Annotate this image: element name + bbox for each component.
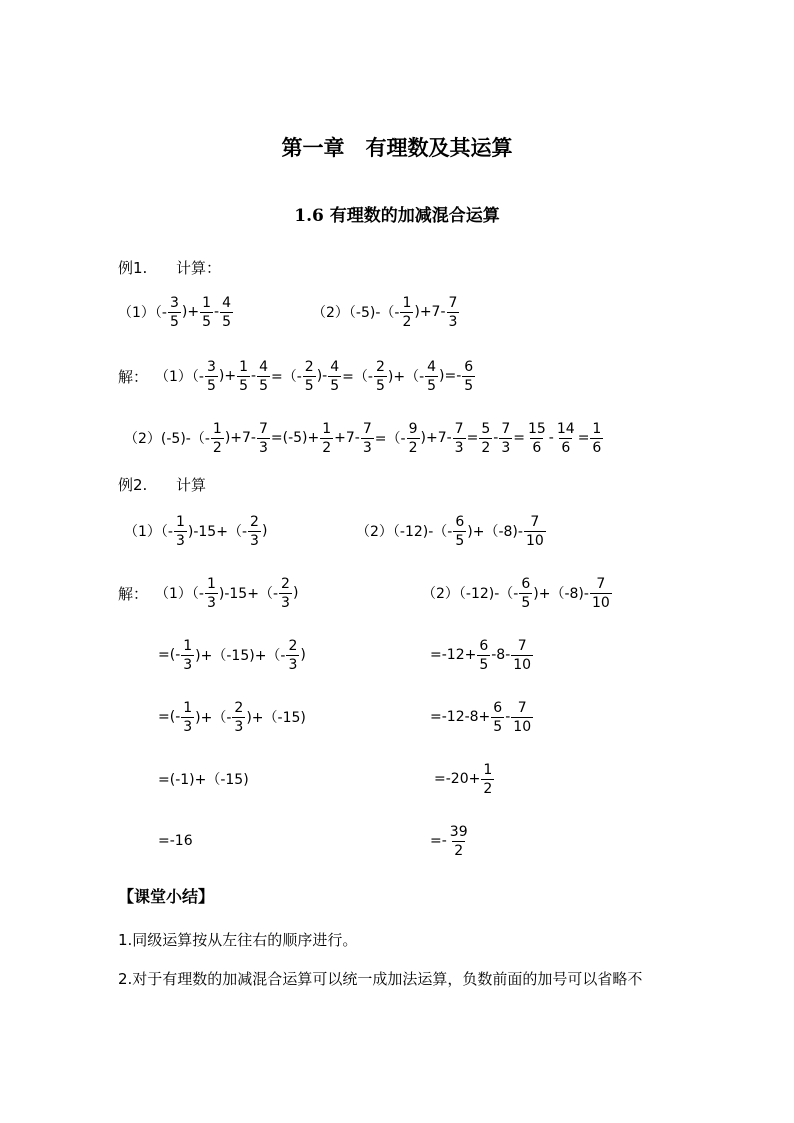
solution2-right-step-5 — [430, 811, 471, 871]
example1-label: 例1. — [118, 259, 148, 277]
math-text: ) — [261, 523, 268, 539]
fraction-denominator: 2 — [483, 780, 493, 797]
fraction-numerator: 3 — [206, 358, 216, 375]
fraction — [257, 420, 270, 457]
fraction-numerator: 7 — [517, 699, 527, 716]
fraction-numerator: 1 — [212, 420, 222, 437]
fraction — [220, 294, 233, 331]
fraction-denominator: 3 — [234, 718, 244, 735]
fraction-denominator: 5 — [259, 377, 268, 394]
solution2-label: 解： — [118, 585, 149, 603]
fraction-numerator: 5 — [481, 420, 491, 437]
fraction-numerator: 3 — [169, 294, 179, 311]
solution1-label: 解： — [118, 368, 149, 386]
fraction-denominator: 5 — [493, 718, 503, 735]
math-text: =-12-8+ — [430, 709, 491, 725]
fraction-denominator: 3 — [183, 656, 193, 673]
solution2-right-step-1 — [422, 563, 613, 623]
fraction-denominator: 2 — [322, 439, 332, 456]
fraction-numerator: 7 — [362, 420, 372, 437]
fraction-numerator: 7 — [501, 420, 511, 437]
fraction-denominator: 3 — [183, 718, 193, 735]
math-text: =(- — [158, 647, 181, 663]
math-text: （1）（- — [124, 524, 173, 540]
fraction — [374, 358, 387, 395]
fraction-denominator: 3 — [362, 439, 372, 456]
math-text: =（- — [374, 431, 406, 447]
fraction — [511, 637, 533, 674]
fraction-numerator: 1 — [592, 420, 602, 437]
fraction-numerator: 1 — [206, 575, 216, 592]
math-text: =-16 — [158, 833, 193, 849]
fraction — [248, 513, 261, 550]
solution2-left-step-5 — [158, 811, 193, 871]
fraction-numerator: 6 — [493, 699, 503, 716]
fraction-numerator: 15 — [527, 420, 546, 437]
fraction — [511, 699, 533, 736]
fraction-denominator: 5 — [521, 594, 531, 611]
fraction — [590, 420, 603, 457]
solution2-left-step-1 — [155, 563, 298, 623]
fraction-denominator: 5 — [239, 377, 249, 394]
fraction — [519, 575, 532, 612]
fraction-denominator: 2 — [408, 439, 418, 456]
math-text: = — [513, 430, 525, 446]
fraction — [400, 294, 413, 331]
fraction-numerator: 1 — [175, 513, 185, 530]
fraction-denominator: 5 — [222, 313, 231, 330]
math-text: )+ — [181, 304, 200, 320]
fraction-numerator: 2 — [288, 637, 298, 654]
fraction-numerator: 6 — [464, 358, 474, 375]
math-text: （2）(-5)-（- — [124, 431, 210, 447]
math-text: =-12+ — [430, 647, 477, 663]
fraction-denominator: 3 — [454, 439, 464, 456]
fraction-denominator: 5 — [304, 377, 314, 394]
solution2-right-step-3 — [430, 687, 534, 747]
fraction-numerator: 7 — [258, 420, 268, 437]
fraction — [407, 420, 420, 457]
math-text: )+（-8)- — [467, 524, 523, 540]
math-text: )+（- — [195, 710, 232, 726]
math-text: =-20+ — [434, 771, 481, 787]
fraction-numerator: 2 — [234, 699, 244, 716]
fraction-numerator: 1 — [239, 358, 249, 375]
fraction-numerator: 7 — [596, 575, 606, 592]
fraction — [181, 699, 194, 736]
math-text: （2）（-5)-（- — [312, 305, 400, 321]
fraction-denominator: 5 — [206, 377, 216, 394]
math-text: （1）（- — [118, 305, 167, 321]
math-text: - — [214, 304, 220, 320]
fraction-denominator: 2 — [454, 842, 464, 859]
math-text: =（- — [271, 369, 302, 385]
fraction — [425, 358, 438, 395]
fraction — [286, 637, 299, 674]
math-text: )+7- — [414, 304, 446, 320]
fraction — [232, 699, 245, 736]
fraction-denominator: 10 — [513, 656, 532, 673]
fraction — [237, 358, 250, 395]
example2-label: 例2. — [118, 476, 148, 494]
fraction — [481, 761, 494, 798]
solution2-right-step-4 — [434, 749, 495, 809]
fraction-numerator: 2 — [375, 358, 385, 375]
fraction-numerator: 39 — [449, 823, 468, 840]
math-text: )+ — [218, 368, 237, 384]
fraction-numerator: 1 — [183, 637, 193, 654]
example1-instruction: 计算： — [176, 259, 222, 277]
fraction — [479, 420, 492, 457]
solution1-line-1 — [155, 346, 476, 406]
math-text: =(-1)+（-15) — [158, 772, 249, 788]
fraction-denominator: 10 — [525, 532, 544, 549]
fraction-denominator: 2 — [212, 439, 222, 456]
fraction-denominator: 5 — [464, 377, 474, 394]
fraction — [524, 513, 546, 550]
fraction-denominator: 6 — [561, 439, 571, 456]
fraction — [448, 823, 470, 860]
fraction — [462, 358, 475, 395]
fraction-numerator: 1 — [402, 294, 412, 311]
math-text: )-15+（- — [187, 524, 248, 540]
math-text: -8- — [491, 647, 511, 663]
fraction — [328, 358, 341, 395]
fraction-numerator: 4 — [330, 358, 340, 375]
math-text: +7- — [334, 430, 360, 446]
fraction-denominator: 3 — [250, 532, 259, 549]
fraction-numerator: 2 — [281, 575, 290, 592]
fraction-denominator: 2 — [402, 313, 412, 330]
fraction-numerator: 6 — [455, 513, 465, 530]
solution1-line-2 — [124, 408, 604, 468]
fraction-denominator: 5 — [202, 313, 212, 330]
fraction-denominator: 5 — [330, 377, 340, 394]
math-text: )+（-8)- — [533, 586, 589, 602]
fraction-numerator: 7 — [454, 420, 464, 437]
fraction-denominator: 5 — [455, 532, 465, 549]
example2-problem-1 — [124, 501, 267, 561]
math-text: =- — [430, 833, 447, 849]
summary-item-2: 2.对于有理数的加减混合运算可以统一成加法运算，负数前面的加号可以省略不 — [118, 970, 643, 988]
fraction — [303, 358, 316, 395]
fraction — [555, 420, 577, 457]
solution2-left-step-3 — [158, 687, 306, 747]
fraction-denominator: 3 — [288, 656, 298, 673]
fraction-denominator: 3 — [175, 532, 185, 549]
fraction — [361, 420, 374, 457]
summary-item-1: 1.同级运算按从左往右的顺序进行。 — [118, 931, 358, 949]
fraction-denominator: 2 — [481, 439, 491, 456]
math-text: = — [466, 430, 479, 446]
fraction-denominator: 5 — [375, 377, 385, 394]
fraction-numerator: 6 — [521, 575, 531, 592]
fraction-denominator: 6 — [532, 439, 542, 456]
fraction — [257, 358, 270, 395]
fraction-numerator: 7 — [530, 513, 540, 530]
solution2-right-step-2 — [430, 625, 534, 685]
math-text: = — [577, 430, 590, 446]
math-text: =（- — [342, 369, 373, 385]
fraction — [211, 420, 224, 457]
math-text: （2）（-12)-（- — [356, 524, 453, 540]
fraction-numerator: 4 — [259, 358, 268, 375]
math-text: )+（- — [387, 369, 425, 385]
fraction-numerator: 9 — [408, 420, 418, 437]
fraction-numerator: 1 — [202, 294, 212, 311]
fraction — [205, 358, 218, 395]
math-text: )+（-15) — [246, 710, 306, 726]
fraction-numerator: 4 — [427, 358, 437, 375]
math-text: =(- — [158, 709, 181, 725]
example1-problem-1 — [118, 282, 234, 342]
math-text: =(-5)+ — [270, 430, 320, 446]
fraction — [279, 575, 292, 612]
fraction-numerator: 1 — [483, 761, 493, 778]
math-text: - — [548, 430, 554, 446]
fraction-denominator: 3 — [281, 594, 290, 611]
fraction-numerator: 1 — [322, 420, 332, 437]
math-text: - — [251, 368, 257, 384]
math-text: ) — [292, 585, 299, 601]
fraction-denominator: 5 — [479, 656, 489, 673]
math-text: )- — [316, 368, 328, 384]
math-text: - — [493, 430, 499, 446]
fraction-denominator: 3 — [448, 313, 458, 330]
solution2-left-step-4 — [158, 749, 249, 809]
example2-problem-2 — [356, 501, 547, 561]
fraction — [200, 294, 213, 331]
fraction — [499, 420, 512, 457]
fraction-numerator: 7 — [448, 294, 458, 311]
fraction-denominator: 10 — [591, 594, 610, 611]
math-text: ) — [300, 647, 306, 663]
fraction-numerator: 2 — [304, 358, 314, 375]
math-text: - — [505, 709, 511, 725]
fraction — [453, 420, 466, 457]
chapter-title: 第一章 有理数及其运算 — [281, 135, 513, 160]
example1-problem-2 — [312, 282, 460, 342]
fraction-denominator: 3 — [258, 439, 268, 456]
fraction — [168, 294, 181, 331]
fraction-denominator: 5 — [427, 377, 437, 394]
fraction — [477, 637, 490, 674]
fraction-denominator: 5 — [169, 313, 179, 330]
math-text: )=- — [439, 368, 462, 384]
math-text: )+7- — [224, 430, 256, 446]
fraction — [181, 637, 194, 674]
fraction-numerator: 1 — [183, 699, 193, 716]
solution2-left-step-2 — [158, 625, 306, 685]
fraction — [453, 513, 466, 550]
math-text: （2）（-12)-（- — [422, 586, 519, 602]
fraction — [174, 513, 187, 550]
fraction — [491, 699, 504, 736]
fraction — [526, 420, 548, 457]
fraction-denominator: 3 — [206, 594, 216, 611]
fraction-numerator: 7 — [517, 637, 527, 654]
fraction — [205, 575, 218, 612]
fraction-numerator: 2 — [250, 513, 259, 530]
math-text: （1）（- — [155, 586, 204, 602]
fraction — [590, 575, 612, 612]
section-title: 1.6 有理数的加减混合运算 — [294, 206, 500, 226]
fraction-denominator: 6 — [592, 439, 602, 456]
fraction — [447, 294, 460, 331]
summary-heading: 【课堂小结】 — [118, 887, 215, 906]
fraction-numerator: 14 — [556, 420, 575, 437]
math-text: )+（-15)+（- — [195, 648, 286, 664]
fraction-denominator: 3 — [501, 439, 511, 456]
example2-instruction: 计算 — [176, 476, 207, 494]
math-text: )-15+（- — [218, 586, 279, 602]
fraction-denominator: 10 — [513, 718, 532, 735]
math-text: （1）（- — [155, 369, 204, 385]
fraction-numerator: 6 — [479, 637, 489, 654]
fraction-numerator: 4 — [222, 294, 231, 311]
fraction — [320, 420, 333, 457]
math-text: )+7- — [420, 430, 452, 446]
